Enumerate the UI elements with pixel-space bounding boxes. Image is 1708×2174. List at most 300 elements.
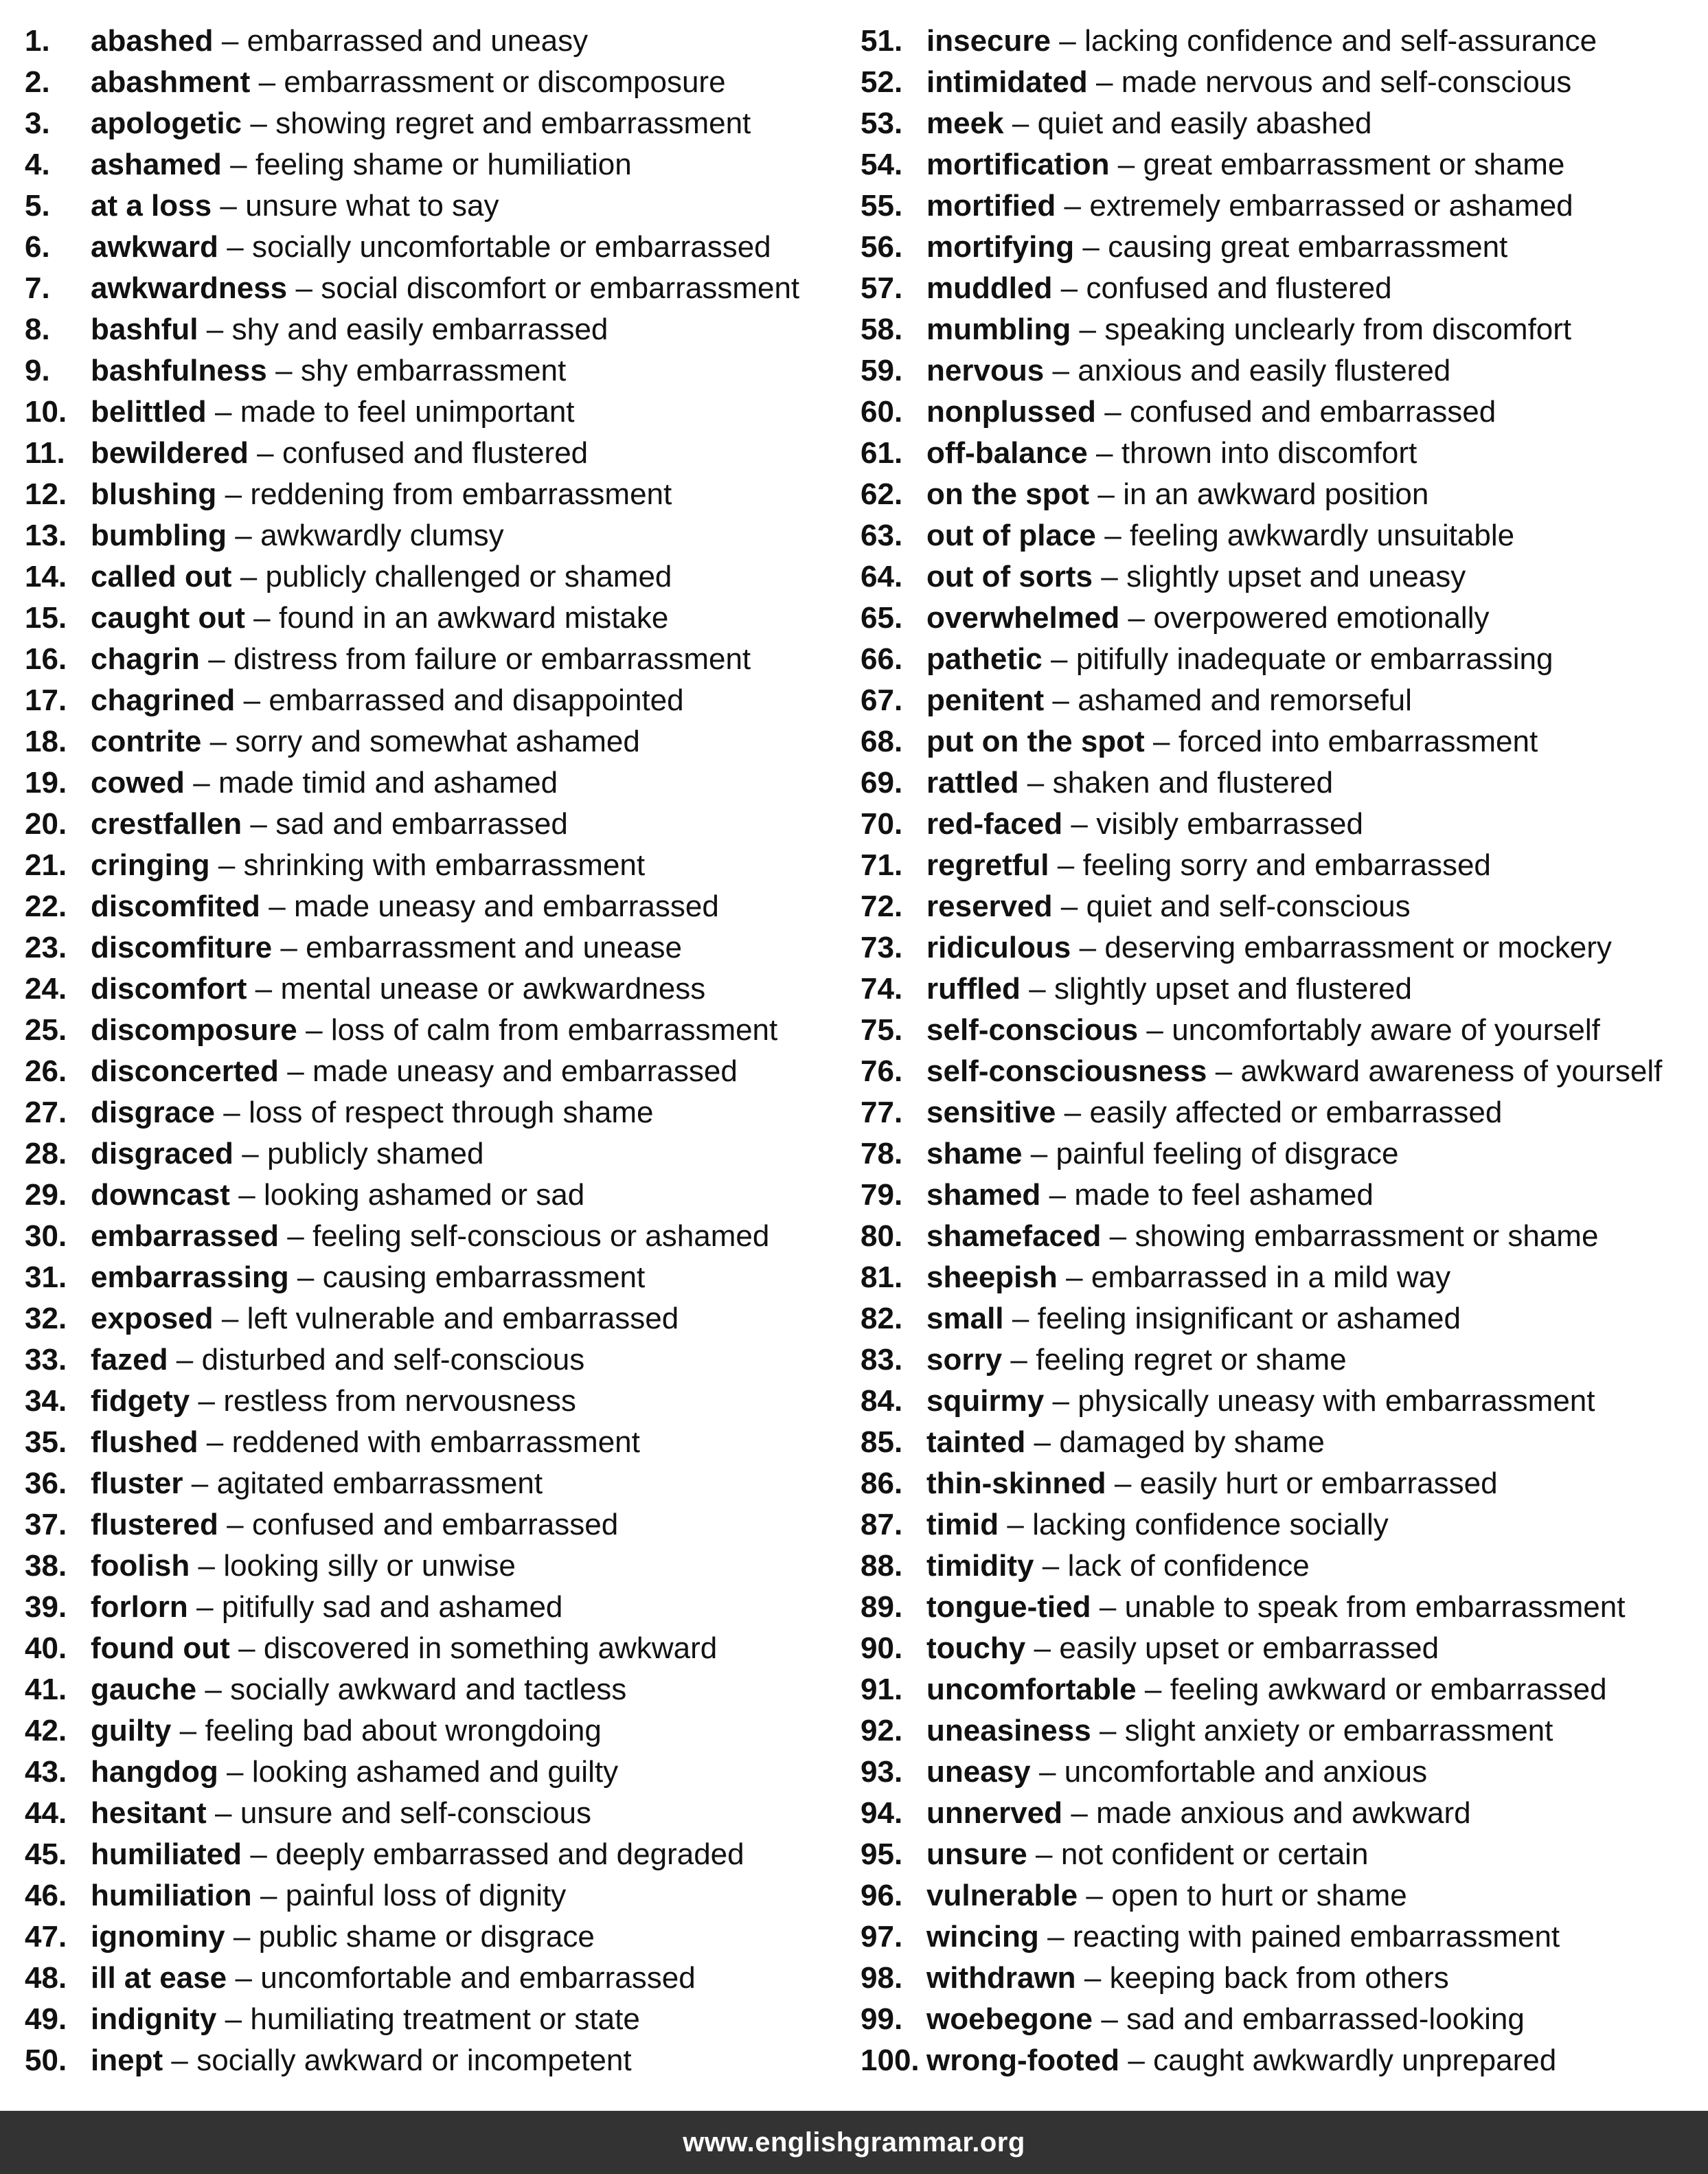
item-word: shamed: [926, 1178, 1041, 1212]
item-separator: –: [1082, 230, 1100, 264]
item-definition: thrown into discomfort: [1121, 436, 1417, 470]
item-separator: –: [1027, 766, 1045, 800]
item-word: at a loss: [91, 189, 212, 223]
item-word: guilty: [91, 1714, 172, 1747]
item-word: thin-skinned: [926, 1467, 1106, 1500]
item-definition: confused and flustered: [282, 436, 589, 470]
item-definition: in an awkward position: [1123, 477, 1429, 511]
item-separator: –: [250, 807, 267, 841]
item-definition: confused and embarrassed: [251, 1508, 619, 1541]
item-number: 98.: [861, 1961, 903, 1995]
list-item: [861, 103, 1705, 144]
list-item: [25, 1587, 849, 1628]
list-item: [861, 350, 1705, 392]
list-item: [861, 433, 1705, 474]
item-definition: loss of respect through shame: [249, 1096, 654, 1129]
item-number: 39.: [25, 1590, 67, 1624]
item-separator: –: [1010, 1343, 1027, 1377]
item-word: abashment: [91, 65, 251, 99]
item-separator: –: [1128, 2043, 1145, 2077]
item-word: red-faced: [926, 807, 1063, 841]
item-separator: –: [287, 1219, 304, 1253]
item-number: 81.: [861, 1260, 903, 1294]
item-separator: –: [238, 1631, 255, 1665]
item-separator: –: [1114, 1467, 1132, 1500]
item-number: 91.: [861, 1673, 903, 1706]
item-word: woebegone: [926, 2002, 1093, 2036]
list-item: [861, 1092, 1705, 1133]
item-word: bashful: [91, 313, 198, 346]
item-number: 26.: [25, 1054, 67, 1088]
item-definition: unsure what to say: [245, 189, 499, 223]
item-separator: –: [1034, 1631, 1051, 1665]
item-definition: lacking confidence socially: [1032, 1508, 1389, 1541]
item-word: abashed: [91, 24, 214, 58]
item-separator: –: [221, 24, 239, 58]
item-separator: –: [1012, 1302, 1029, 1335]
item-number: 64.: [861, 560, 903, 593]
item-word: fluster: [91, 1467, 183, 1500]
item-definition: looking ashamed and guilty: [251, 1755, 619, 1789]
list-item: [25, 21, 849, 62]
item-number: 52.: [861, 65, 903, 99]
item-number: 46.: [25, 1879, 67, 1912]
item-number: 76.: [861, 1054, 903, 1088]
item-definition: extremely embarrassed or ashamed: [1089, 189, 1573, 223]
item-number: 71.: [861, 848, 903, 882]
item-separator: –: [287, 1054, 304, 1088]
list-item: [25, 350, 849, 392]
item-definition: awkwardly clumsy: [260, 519, 504, 552]
item-number: 56.: [861, 230, 903, 264]
list-item: [25, 474, 849, 515]
item-word: unnerved: [926, 1796, 1063, 1830]
item-word: foolish: [91, 1549, 190, 1583]
item-word: downcast: [91, 1178, 230, 1212]
item-number: 55.: [861, 189, 903, 223]
item-definition: ashamed and remorseful: [1078, 683, 1412, 717]
item-separator: –: [1079, 313, 1096, 346]
item-separator: –: [257, 436, 274, 470]
list-item: [25, 927, 849, 969]
list-item: [861, 1339, 1705, 1381]
item-word: self-conscious: [926, 1013, 1139, 1047]
item-separator: –: [1084, 1961, 1102, 1995]
list-item: [25, 1422, 849, 1463]
item-definition: made timid and ashamed: [218, 766, 558, 800]
list-item: [25, 227, 849, 268]
item-separator: –: [221, 1302, 239, 1335]
item-word: out of place: [926, 519, 1096, 552]
item-separator: –: [208, 642, 225, 676]
item-definition: physically uneasy with embarrassment: [1078, 1384, 1595, 1418]
item-separator: –: [191, 1467, 209, 1500]
item-separator: –: [1060, 890, 1078, 923]
item-definition: damaged by shame: [1059, 1425, 1325, 1459]
list-item: [25, 1669, 849, 1710]
item-number: 21.: [25, 848, 67, 882]
item-definition: mental unease or awkwardness: [280, 972, 706, 1006]
item-definition: socially uncomfortable or embarrassed: [251, 230, 771, 264]
item-definition: discovered in something awkward: [263, 1631, 718, 1665]
item-definition: forced into embarrassment: [1178, 725, 1538, 758]
item-number: 11.: [25, 436, 65, 470]
list-item: [25, 185, 849, 227]
item-separator: –: [295, 271, 312, 305]
item-definition: feeling awkwardly unsuitable: [1130, 519, 1515, 552]
item-number: 95.: [861, 1837, 903, 1871]
item-definition: feeling regret or shame: [1036, 1343, 1347, 1377]
list-item: [861, 62, 1705, 103]
item-number: 63.: [861, 519, 903, 552]
item-definition: embarrassment and unease: [306, 931, 683, 964]
item-definition: publicly challenged or shamed: [265, 560, 672, 593]
item-separator: –: [227, 230, 244, 264]
item-number: 75.: [861, 1013, 903, 1047]
item-separator: –: [1100, 1714, 1117, 1747]
list-item: [861, 886, 1705, 927]
item-number: 36.: [25, 1467, 67, 1500]
item-number: 85.: [861, 1425, 903, 1459]
item-number: 92.: [861, 1714, 903, 1747]
item-word: mortifying: [926, 230, 1075, 264]
item-definition: confused and flustered: [1086, 271, 1392, 305]
item-definition: reacting with pained embarrassment: [1072, 1920, 1560, 1954]
list-item: [861, 721, 1705, 762]
item-number: 29.: [25, 1178, 67, 1212]
item-word: meek: [926, 106, 1004, 140]
item-word: tongue-tied: [926, 1590, 1091, 1624]
list-item: [25, 1834, 849, 1875]
item-definition: shy and easily embarrassed: [231, 313, 608, 346]
item-word: put on the spot: [926, 725, 1145, 758]
item-separator: –: [258, 65, 276, 99]
item-number: 86.: [861, 1467, 903, 1500]
item-definition: publicly shamed: [266, 1137, 484, 1170]
item-word: timidity: [926, 1549, 1034, 1583]
item-word: hangdog: [91, 1755, 218, 1789]
list-item: [861, 1752, 1705, 1793]
item-separator: –: [1047, 1920, 1064, 1954]
item-separator: –: [1104, 395, 1121, 429]
item-separator: –: [215, 1796, 232, 1830]
item-number: 22.: [25, 890, 67, 923]
item-number: 5.: [25, 189, 50, 223]
item-number: 78.: [861, 1137, 903, 1170]
item-definition: shy embarrassment: [300, 354, 567, 387]
item-number: 38.: [25, 1549, 67, 1583]
item-number: 32.: [25, 1302, 67, 1335]
item-word: withdrawn: [926, 1961, 1076, 1995]
item-number: 48.: [25, 1961, 67, 1995]
item-definition: public shame or disgrace: [258, 1920, 595, 1954]
item-separator: –: [1101, 560, 1118, 593]
list-item: [25, 1463, 849, 1504]
item-word: called out: [91, 560, 232, 593]
item-definition: made anxious and awkward: [1096, 1796, 1471, 1830]
item-word: ignominy: [91, 1920, 225, 1954]
item-number: 27.: [25, 1096, 67, 1129]
item-word: disconcerted: [91, 1054, 279, 1088]
item-word: cowed: [91, 766, 185, 800]
item-separator: –: [1096, 65, 1113, 99]
list-item: [861, 1504, 1705, 1545]
item-word: bumbling: [91, 519, 227, 552]
item-separator: –: [1042, 1549, 1060, 1583]
list-item: [25, 1216, 849, 1257]
item-definition: open to hurt or shame: [1111, 1879, 1407, 1912]
item-definition: unsure and self-conscious: [240, 1796, 591, 1830]
list-item: [25, 1051, 849, 1092]
item-separator: –: [275, 354, 293, 387]
item-word: penitent: [926, 683, 1045, 717]
item-word: flustered: [91, 1508, 218, 1541]
list-item: [25, 1381, 849, 1422]
item-definition: reddened with embarrassment: [231, 1425, 640, 1459]
item-word: pathetic: [926, 642, 1043, 676]
item-number: 57.: [861, 271, 903, 305]
item-definition: looking silly or unwise: [223, 1549, 516, 1583]
item-definition: embarrassment or discomposure: [284, 65, 726, 99]
list-item: [861, 1916, 1705, 1958]
item-separator: –: [227, 1755, 244, 1789]
item-separator: –: [230, 148, 247, 181]
list-item: [861, 1257, 1705, 1298]
item-word: exposed: [91, 1302, 214, 1335]
footer-bar: [0, 2111, 1708, 2174]
left-column: [25, 21, 849, 2081]
item-word: mortification: [926, 148, 1110, 181]
item-word: sorry: [926, 1343, 1003, 1377]
list-item: [25, 721, 849, 762]
item-definition: uncomfortably aware of yourself: [1172, 1013, 1600, 1047]
list-item: [25, 1092, 849, 1133]
list-item: [861, 1381, 1705, 1422]
item-definition: made to feel ashamed: [1074, 1178, 1374, 1212]
item-separator: –: [1034, 1425, 1051, 1459]
item-separator: –: [225, 477, 242, 511]
item-number: 73.: [861, 931, 903, 964]
item-number: 67.: [861, 683, 903, 717]
item-separator: –: [1086, 1879, 1103, 1912]
item-word: sheepish: [926, 1260, 1058, 1294]
item-word: blushing: [91, 477, 217, 511]
item-separator: –: [220, 189, 237, 223]
item-separator: –: [1007, 1508, 1024, 1541]
item-number: 61.: [861, 436, 903, 470]
item-separator: –: [1097, 477, 1115, 511]
item-definition: distress from failure or embarrassment: [234, 642, 751, 676]
list-item: [861, 1875, 1705, 1916]
item-word: tainted: [926, 1425, 1026, 1459]
item-word: humiliated: [91, 1837, 242, 1871]
item-number: 82.: [861, 1302, 903, 1335]
website-link[interactable]: www.englishgrammar.org: [683, 2127, 1025, 2158]
item-definition: found in an awkward mistake: [278, 601, 669, 635]
item-number: 12.: [25, 477, 67, 511]
item-definition: shaken and flustered: [1052, 766, 1334, 800]
item-separator: –: [238, 1178, 255, 1212]
item-definition: caught awkwardly unprepared: [1153, 2043, 1557, 2077]
item-word: timid: [926, 1508, 999, 1541]
item-definition: slightly upset and flustered: [1054, 972, 1412, 1006]
item-definition: slight anxiety or embarrassment: [1124, 1714, 1553, 1747]
item-number: 89.: [861, 1590, 903, 1624]
list-item: [25, 392, 849, 433]
item-definition: not confident or certain: [1060, 1837, 1369, 1871]
list-item: [25, 639, 849, 680]
list-item: [861, 969, 1705, 1010]
item-definition: uncomfortable and anxious: [1064, 1755, 1428, 1789]
item-word: hesitant: [91, 1796, 207, 1830]
item-word: reserved: [926, 890, 1053, 923]
item-number: 84.: [861, 1384, 903, 1418]
item-separator: –: [215, 395, 232, 429]
item-number: 25.: [25, 1013, 67, 1047]
item-number: 79.: [861, 1178, 903, 1212]
list-item: [25, 1752, 849, 1793]
item-separator: –: [1104, 519, 1121, 552]
item-separator: –: [233, 1920, 251, 1954]
item-number: 51.: [861, 24, 903, 58]
item-number: 66.: [861, 642, 903, 676]
item-number: 1.: [25, 24, 50, 58]
item-definition: speaking unclearly from discomfort: [1104, 313, 1572, 346]
list-item: [861, 1010, 1705, 1051]
item-number: 80.: [861, 1219, 903, 1253]
item-word: forlorn: [91, 1590, 188, 1624]
list-item: [25, 268, 849, 309]
item-separator: –: [235, 1961, 252, 1995]
word-list: [0, 21, 1708, 2088]
item-definition: confused and embarrassed: [1130, 395, 1496, 429]
list-item: [861, 639, 1705, 680]
item-number: 68.: [861, 725, 903, 758]
item-number: 74.: [861, 972, 903, 1006]
item-definition: made uneasy and embarrassed: [294, 890, 719, 923]
item-word: uncomfortable: [926, 1673, 1137, 1706]
item-number: 4.: [25, 148, 50, 181]
item-definition: deserving embarrassment or mockery: [1104, 931, 1612, 964]
item-word: ashamed: [91, 148, 222, 181]
item-number: 62.: [861, 477, 903, 511]
item-number: 72.: [861, 890, 903, 923]
item-separator: –: [297, 1260, 315, 1294]
item-number: 44.: [25, 1796, 67, 1830]
list-item: [25, 1257, 849, 1298]
item-definition: made nervous and self-conscious: [1121, 65, 1572, 99]
item-definition: feeling awkward or embarrassed: [1170, 1673, 1607, 1706]
item-number: 100.: [861, 2043, 920, 2077]
list-item: [25, 1545, 849, 1587]
item-number: 40.: [25, 1631, 67, 1665]
item-definition: showing regret and embarrassment: [275, 106, 751, 140]
list-item: [25, 1010, 849, 1051]
item-number: 96.: [861, 1879, 903, 1912]
item-word: inept: [91, 2043, 163, 2077]
item-definition: keeping back from others: [1109, 1961, 1449, 1995]
item-definition: easily upset or embarrassed: [1059, 1631, 1439, 1665]
item-number: 42.: [25, 1714, 67, 1747]
item-number: 30.: [25, 1219, 67, 1253]
item-number: 8.: [25, 313, 50, 346]
item-separator: –: [1153, 725, 1170, 758]
item-number: 69.: [861, 766, 903, 800]
item-separator: –: [176, 1343, 194, 1377]
list-item: [25, 144, 849, 185]
item-number: 16.: [25, 642, 67, 676]
list-item: [861, 1669, 1705, 1710]
item-word: insecure: [926, 24, 1051, 58]
item-definition: sad and embarrassed-looking: [1126, 2002, 1525, 2036]
item-word: mortified: [926, 189, 1056, 223]
list-item: [861, 144, 1705, 185]
item-definition: socially awkward and tactless: [230, 1673, 627, 1706]
item-separator: –: [1109, 1219, 1127, 1253]
item-definition: deeply embarrassed and degraded: [275, 1837, 744, 1871]
list-item: [25, 1175, 849, 1216]
list-item: [25, 598, 849, 639]
item-number: 54.: [861, 148, 903, 181]
list-item: [861, 1587, 1705, 1628]
item-separator: –: [260, 1879, 277, 1912]
item-definition: easily hurt or embarrassed: [1139, 1467, 1498, 1500]
item-separator: –: [1099, 1590, 1117, 1624]
item-separator: –: [1059, 24, 1076, 58]
item-definition: pitifully inadequate or embarrassing: [1075, 642, 1553, 676]
item-number: 2.: [25, 65, 50, 99]
item-number: 24.: [25, 972, 67, 1006]
item-definition: painful feeling of disgrace: [1056, 1137, 1399, 1170]
item-word: chagrined: [91, 683, 236, 717]
item-separator: –: [1101, 2002, 1118, 2036]
item-separator: –: [227, 1508, 244, 1541]
item-word: gauche: [91, 1673, 197, 1706]
item-separator: –: [1215, 1054, 1233, 1088]
item-number: 90.: [861, 1631, 903, 1665]
item-separator: –: [235, 519, 252, 552]
item-number: 9.: [25, 354, 50, 387]
item-definition: slightly upset and uneasy: [1126, 560, 1466, 593]
item-definition: shrinking with embarrassment: [243, 848, 646, 882]
item-word: touchy: [926, 1631, 1026, 1665]
item-definition: looking ashamed or sad: [264, 1178, 585, 1212]
list-item: [25, 515, 849, 556]
item-number: 28.: [25, 1137, 67, 1170]
list-item: [25, 1999, 849, 2040]
item-word: fidgety: [91, 1384, 190, 1418]
item-definition: quiet and easily abashed: [1037, 106, 1372, 140]
list-item: [25, 680, 849, 721]
item-word: sensitive: [926, 1096, 1056, 1129]
item-word: rattled: [926, 766, 1019, 800]
item-definition: made to feel unimportant: [240, 395, 575, 429]
item-number: 43.: [25, 1755, 67, 1789]
list-item: [861, 21, 1705, 62]
item-definition: feeling insignificant or ashamed: [1037, 1302, 1461, 1335]
item-number: 87.: [861, 1508, 903, 1541]
item-word: ridiculous: [926, 931, 1071, 964]
item-separator: –: [179, 1714, 197, 1747]
item-number: 23.: [25, 931, 67, 964]
item-definition: causing embarrassment: [322, 1260, 646, 1294]
item-separator: –: [223, 1096, 240, 1129]
item-separator: –: [198, 1384, 216, 1418]
item-word: vulnerable: [926, 1879, 1078, 1912]
item-word: discomposure: [91, 1013, 297, 1047]
item-word: small: [926, 1302, 1004, 1335]
item-word: nonplussed: [926, 395, 1096, 429]
